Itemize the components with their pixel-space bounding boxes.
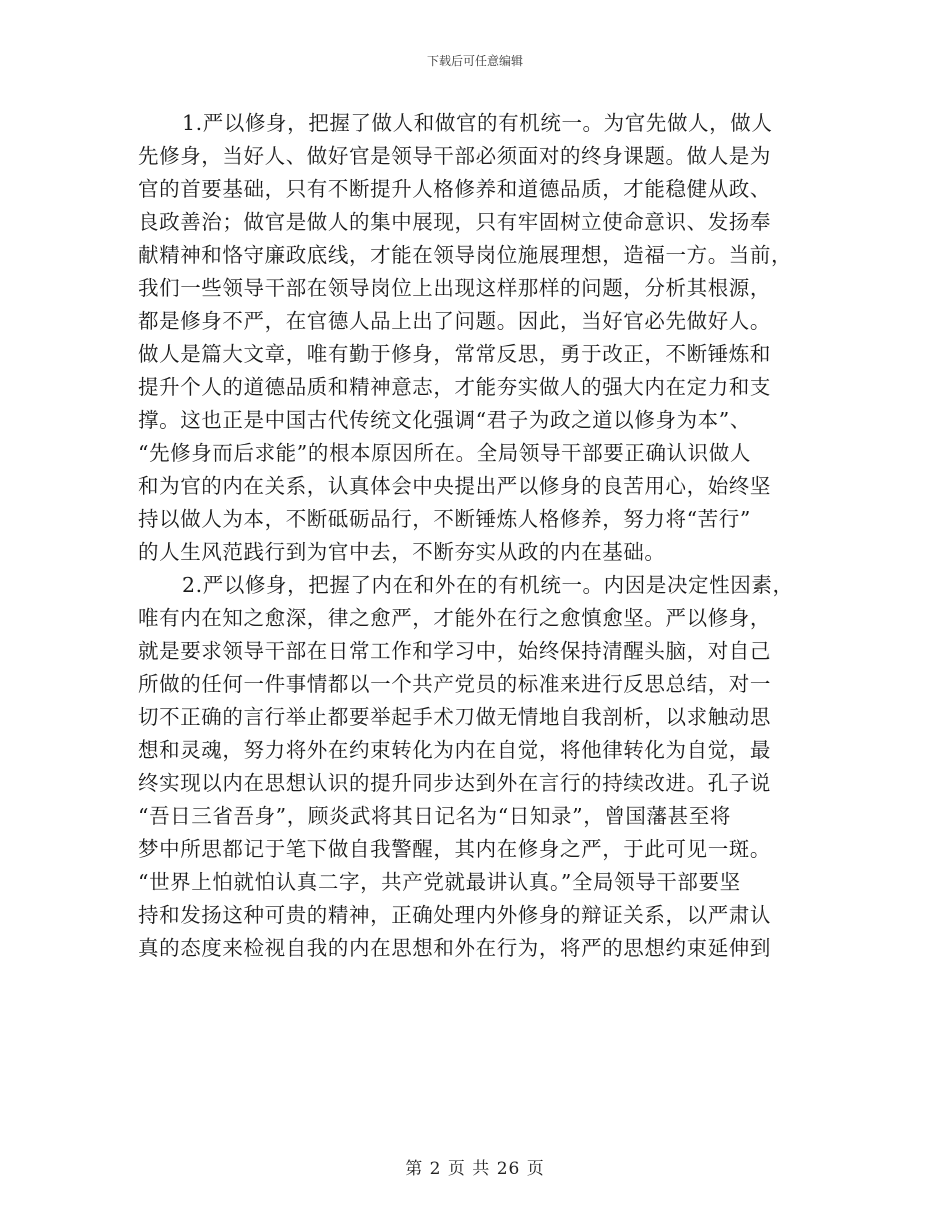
text-line: 和为官的内在关系，认真体会中央提出严以修身的良苦用心，始终坚: [138, 474, 771, 498]
text-line: 做人是篇大文章，唯有勤于修身，常常反思，勇于改正，不断锤炼和: [138, 342, 771, 366]
text-line: 想和灵魂，努力将外在约束转化为内在自觉，将他律转化为自觉，最: [138, 738, 771, 762]
text-line: 1.严以修身，把握了做人和做官的有机统一。为官先做人，做人: [182, 111, 773, 135]
paragraph-2: [138, 569, 808, 965]
text-line: 我们一些领导干部在领导岗位上出现这样那样的问题，分析其根源，: [138, 276, 771, 300]
text-line: 撑。这也正是中国古代传统文化强调“君子为政之道以修身为本”、: [138, 408, 751, 432]
text-line: 唯有内在知之愈深，律之愈严，才能外在行之愈慎愈坚。严以修身，: [138, 606, 771, 630]
text-line: “吾日三省吾身”，顾炎武将其日记名为“日知录”，曾国藩甚至将: [138, 804, 731, 828]
text-line: 就是要求领导干部在日常工作和学习中，始终保持清醒头脑，对自己: [138, 639, 771, 663]
text-line: 的人生风范践行到为官中去，不断夯实从政的内在基础。: [138, 540, 666, 564]
text-line: 先修身，当好人、做好官是领导干部必须面对的终身课题。做人是为: [138, 144, 771, 168]
text-line: 真的态度来检视自我的内在思想和外在行为，将严的思想约束延伸到: [138, 936, 771, 960]
text-line: 所做的任何一件事情都以一个共产党员的标准来进行反思总结，对一: [138, 672, 771, 696]
paragraph-1: [138, 107, 808, 569]
page-number-footer: 第 2 页 共 26 页: [405, 1159, 545, 1179]
text-line: 2.严以修身，把握了内在和外在的有机统一。内因是决定性因素，: [182, 573, 794, 597]
text-line: 梦中所思都记于笔下做自我警醒，其内在修身之严，于此可见一斑。: [138, 837, 771, 861]
text-line: “先修身而后求能”的根本原因所在。全局领导干部要正确认识做人: [138, 441, 751, 465]
text-line: “世界上怕就怕认真二字，共产党就最讲认真。”全局领导干部要坚: [138, 870, 741, 894]
text-line: 献精神和恪守廉政底线，才能在领导岗位施展理想，造福一方。当前，: [138, 243, 793, 267]
text-line: 官的首要基础，只有不断提升人格修养和道德品质，才能稳健从政、: [138, 177, 771, 201]
text-line: 持以做人为本，不断砥砺品行，不断锤炼人格修养，努力将“苦行”: [138, 507, 751, 531]
body-text: [138, 107, 808, 965]
header-note: 下载后可任意编辑: [426, 54, 523, 68]
text-line: 良政善治；做官是做人的集中展现，只有牢固树立使命意识、发扬奉: [138, 210, 771, 234]
text-line: 终实现以内在思想认识的提升同步达到外在言行的持续改进。孔子说: [138, 771, 771, 795]
text-line: 持和发扬这种可贵的精神，正确处理内外修身的辩证关系，以严肃认: [138, 903, 771, 927]
text-line: 提升个人的道德品质和精神意志，才能夯实做人的强大内在定力和支: [138, 375, 771, 399]
text-line: 都是修身不严，在官德人品上出了问题。因此，当好官必先做好人。: [138, 309, 771, 333]
text-line: 切不正确的言行举止都要举起手术刀做无情地自我剖析，以求触动思: [138, 705, 771, 729]
